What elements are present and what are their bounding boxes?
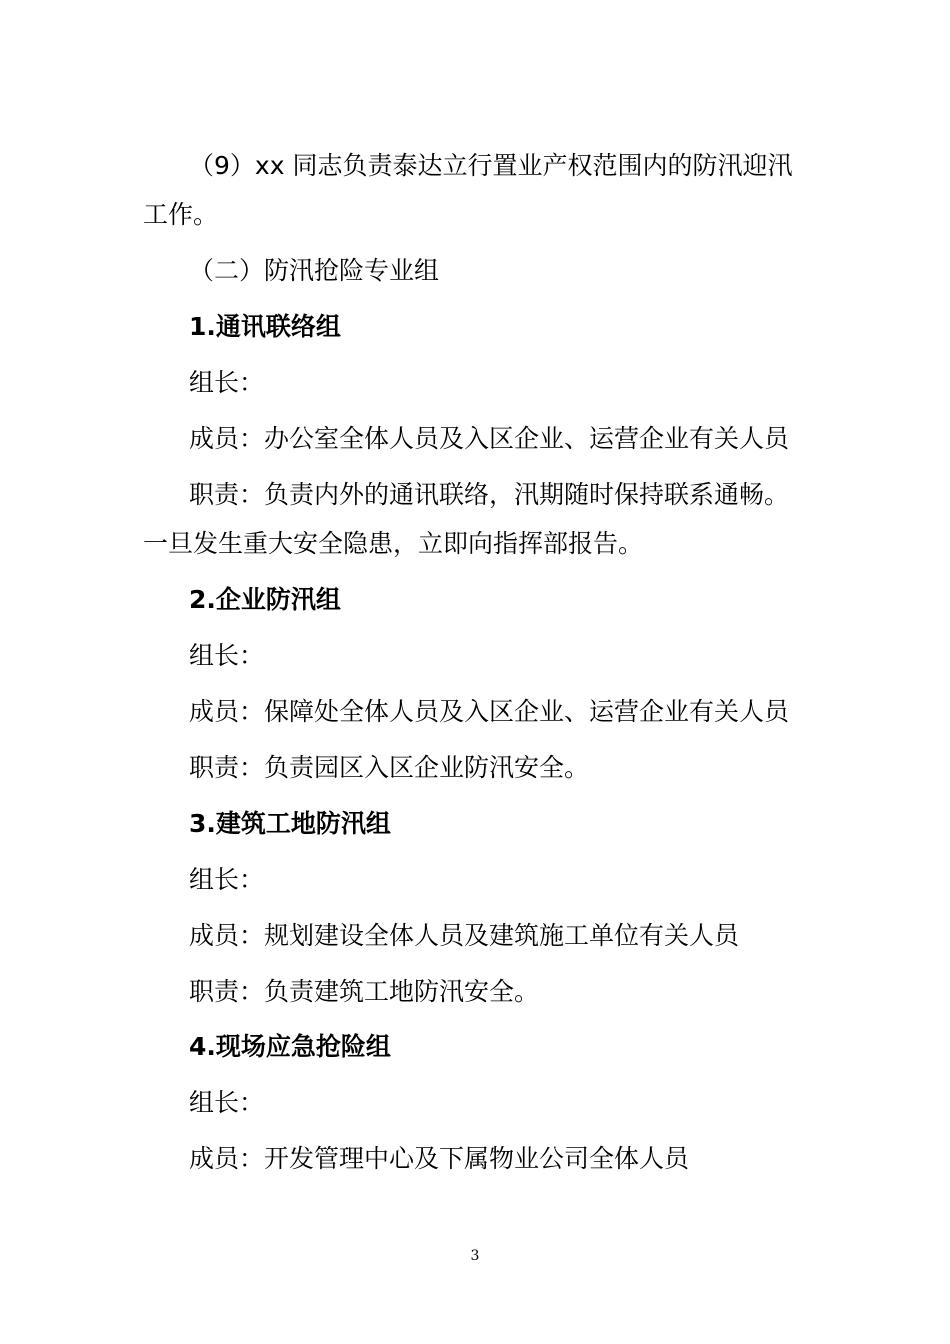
paragraph-9-line1: （9）xx 同志负责泰达立行置业产权范围内的防汛迎汛 bbox=[189, 151, 793, 180]
team-leader-line: 组长： bbox=[189, 1088, 265, 1117]
team-leader-line: 组长： bbox=[189, 641, 265, 670]
team-members-line: 成员：规划建设全体人员及建筑施工单位有关人员 bbox=[189, 921, 740, 950]
team-duty-line2: 一旦发生重大安全隐患，立即向指挥部报告。 bbox=[143, 529, 644, 558]
section-heading-teams: （二）防汛抢险专业组 bbox=[189, 256, 440, 285]
team-members-line: 成员：保障处全体人员及入区企业、运营企业有关人员 bbox=[189, 697, 790, 726]
team-heading-communication: 1.通讯联络组 bbox=[189, 312, 341, 341]
team-members-line: 成员：办公室全体人员及入区企业、运营企业有关人员 bbox=[189, 424, 790, 453]
page-number: 3 bbox=[470, 1248, 480, 1264]
team-duty-line: 职责：负责园区入区企业防汛安全。 bbox=[189, 753, 590, 782]
team-duty-line: 职责：负责建筑工地防汛安全。 bbox=[189, 977, 540, 1006]
team-leader-line: 组长： bbox=[189, 865, 265, 894]
paragraph-9-line2: 工作。 bbox=[143, 200, 219, 229]
team-heading-enterprise: 2.企业防汛组 bbox=[189, 585, 341, 614]
team-members-line: 成员：开发管理中心及下属物业公司全体人员 bbox=[189, 1144, 690, 1173]
team-leader-line: 组长： bbox=[189, 368, 265, 397]
team-heading-emergency: 4.现场应急抢险组 bbox=[189, 1032, 391, 1061]
team-heading-construction: 3.建筑工地防汛组 bbox=[189, 809, 391, 838]
team-duty-line1: 职责：负责内外的通讯联络，汛期随时保持联系通畅。 bbox=[189, 480, 790, 509]
